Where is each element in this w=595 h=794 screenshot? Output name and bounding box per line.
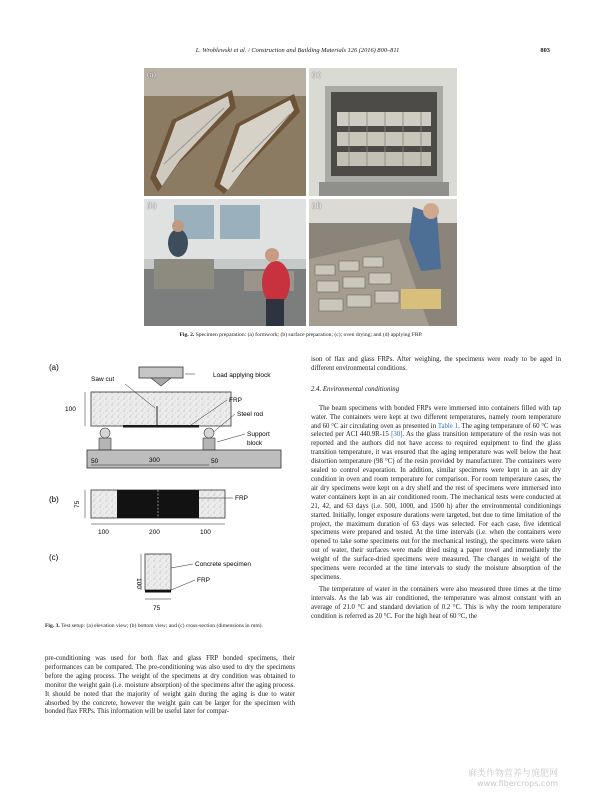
para1-text-b: . The aging temperature of 60 °C was selected per ACI 440.9R-15 [311,422,561,439]
frp-label-c: FRP [197,577,210,584]
panel-b-label: (b) [49,495,59,504]
photo-label-d: (d) [312,201,322,210]
load-applying-block [139,367,195,386]
saw-cut-label: Saw cut [91,376,115,383]
right-intro-paragraph: ison of flax and glass FRPs. After weighing, the specimens were ready to be aged in different environmental conditions. [311,356,561,372]
dim-height-a: 100 [65,406,76,413]
figure-3-caption [45,623,295,630]
formwork-photo-icon [144,68,306,196]
concrete-specimen-label: Concrete specimen [195,561,251,568]
figure-2-caption-text: Specimen preparation: (a) formwork; (b) surface preparation; (c); oven drying; and (d) applying FRP. [195,332,423,338]
figure-3-drawing [45,356,307,618]
panel-c-label: (c) [49,553,59,562]
dim-left-a: 50 [91,458,99,465]
para1-text-a: The beam specimens with bonded FRPs were immersed into containers filled with tap water. The containers were kept at two different temperatures, namely room temperature and 60 °C air circulating oven as presented in [311,404,561,430]
load-block-label: Load applying block [213,372,271,379]
photo-label-b: (b) [147,201,157,210]
left-column-paragraph: pre-conditioning was used for both flax and glass FRP bonded specimens, their performances can be compared. The pre-conditioning was also used to dry the specimens before the aging process. The weight of the specimens at dry condition was obtained to monitor the weight gain (i.e. moisture absorption) of the specimens after the aging process. It should be noted that the majority of weight gain during the aging is due to water absorbed by the concrete, however the weight gain can be larger for the specimen with bonded flax FRPs. This information will be useful later for compar- [45,655,295,716]
dim-width-c: 75 [153,605,161,612]
left-column [45,655,295,717]
environmental-conditioning-paragraph-2: The temperature of water in the containers were also measured three times at the time intervals. As the lab was air conditioned, the temperature was almost constant with an average of 21.0 °C and standard deviation of 0.2 °C. This is why the room temperature condition is referred as 20 °C. For the high heat of 60 °C, the [311,585,561,620]
frp-application-photo-icon [309,199,457,326]
figure-2-caption-label: Fig. 2. [179,332,195,338]
watermark-line-2: www.fibercrops.com [477,779,559,788]
photo-panel-d [309,199,457,326]
dim-right-b: 100 [200,529,211,536]
figure-2-caption [136,332,466,339]
right-column [311,356,561,786]
dim-left-b: 100 [98,529,109,536]
cross-section-concrete [145,554,171,590]
dim-span-a: 300 [149,457,160,464]
photo-panel-c [309,68,457,196]
figure-3-caption-label: Fig. 3. [45,623,60,629]
table-1-link[interactable]: Table 1 [437,422,459,430]
dim-height-b: 75 [74,500,81,508]
dim-mid-b: 200 [149,529,160,536]
section-heading-2-4: 2.4. Environmental conditioning [311,385,400,393]
figure-3-caption-text: Test setup: (a) elevation view; (b) bottom view; and (c) cross-section (dimensions in mm). [61,623,263,629]
reference-30-link[interactable]: [30] [391,431,403,439]
photo-label-c: (c) [312,70,321,79]
steel-rod-label: Steel rod [237,411,264,418]
watermark [468,766,558,788]
surface-preparation-photo-icon [144,199,306,326]
para1-text-c: . As the glass transition temperature of the resin was not reported and the authors did not have access to required equipment to find the glass transition temperature, it was ensured that the aging temperature was well below the heat distortion temperature (98 °C) of the resin provided by manufacturer. The containers were sealed to control evaporation. In addition, similar specimens were kept in an air dry condition in oven and room temperature for comparison. For room temperature cases, the air dry specimens were kept on a dry shelf and the rest of specimens were immersed into water containers kept in an air conditioned room. The mechanical tests were conducted at 21, 42, and 63 days (i.e. 500, 1000, and 1500 h) after the environmental conditionings started. Initially, longer exposure durations were targeted, but due to time limitation of the project, the maximum duration of 63 days was selected. For each case, five identical specimens were prepared and tested. At the time intervals (i.e. when the containers were opened to take some specimens out for the mechanical testing), the specimens were taken out of water, their surfaces were made dried using a paper towel and immediately the weight of the surface-dried specimens were measured. The changes in weight of the specimens were recorded at the time intervals to study the moisture absorption of the specimens. [311,431,561,581]
support-block-label-2: block [247,440,263,447]
concrete-beam [91,392,231,426]
photo-panel-b [144,199,306,326]
photo-panel-a [144,68,306,196]
watermark-line-1: 麻类作物营养与施肥网 [468,769,559,779]
support-blocks [99,428,215,450]
page-number: 803 [540,47,550,54]
oven-photo-icon [309,68,457,196]
dim-height-c: 100 [135,578,142,589]
environmental-conditioning-paragraph-1 [311,405,561,583]
running-header: L. Wroblewski et al. / Construction and Building Materials 126 (2016) 800–811 [195,47,400,54]
support-block-label-1: Support [247,431,270,438]
frp-strip [123,425,199,428]
frp-label-a: FRP [229,397,242,404]
photo-label-a: (a) [147,70,156,79]
panel-a-label: (a) [49,363,59,372]
test-frame-base [87,450,281,468]
frp-label-b: FRP [235,495,248,502]
cross-section-frp [145,590,171,593]
dim-right-a: 50 [211,458,219,465]
